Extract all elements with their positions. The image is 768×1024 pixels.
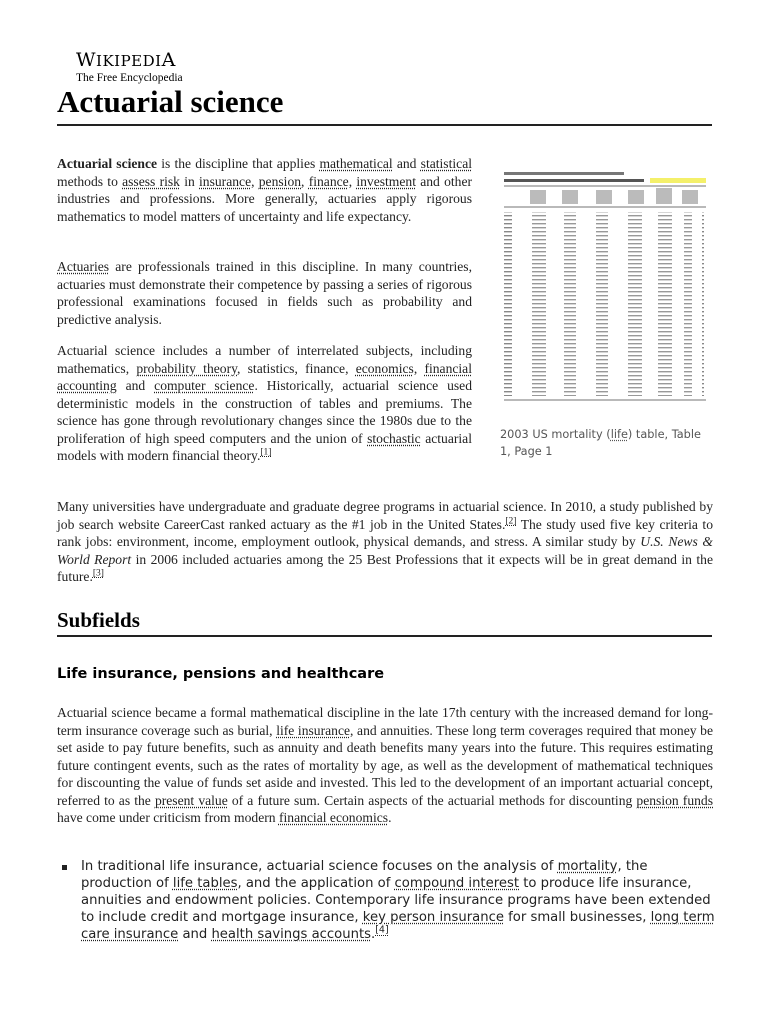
bullet-icon [62, 865, 67, 870]
intro-paragraph-3: Actuarial science includes a number of interrelated subjects, including mathematics, probability theory, statistics, finance, economics, financial accounting and computer science. Historically, actuarial science used deterministic models in the construction of tables and premiums. The science has gone through revolutionary changes since the 1980s due to the proliferation of high speed computers and the union of stochastic actuarial models with modern financial theory.[1] [57, 343, 472, 463]
reference-2[interactable]: [2] [505, 515, 517, 526]
reference-3[interactable]: [3] [92, 568, 104, 579]
mortality-table-figure [500, 170, 712, 460]
link-stochastic[interactable]: stochastic [367, 430, 421, 446]
link-finance[interactable]: finance [308, 173, 349, 189]
link-life[interactable]: life [610, 428, 628, 441]
life-insurance-paragraph: Actuarial science became a formal mathematical discipline in the late 17th century with the increased demand for long-term insurance coverage such as burial, life insurance, and annuities. These long term coverages required that money be set aside to pay future benefits, such as annuity and death benefits many years into the future. This requires estimating future contingent events, such as the rates of mortality by age, as well as the development of mathematical techniques for discounting the value of funds set aside and invested. This led to the development of an important actuarial concept, referred to as the present value of a future sum. Certain aspects of the actuarial methods for discounting pension funds have come under criticism from modern financial economics. [57, 705, 714, 825]
section-heading-subfields: Subfields [57, 608, 140, 632]
bold-term: Actuarial science [57, 156, 158, 171]
link-health-savings-accounts[interactable]: health savings accounts [211, 927, 372, 942]
logo-tagline: The Free Encyclopedia [76, 72, 183, 84]
link-insurance[interactable]: insurance [199, 173, 252, 189]
section-divider [57, 635, 712, 637]
subsection-heading-life-insurance: Life insurance, pensions and healthcare [57, 666, 385, 682]
link-economics[interactable]: economics [355, 360, 414, 376]
link-life-tables[interactable]: life tables [172, 876, 238, 891]
link-computer-science[interactable]: computer science [154, 378, 255, 393]
link-assess-risk[interactable]: assess risk [122, 173, 180, 189]
title-divider [57, 124, 712, 126]
link-mathematical[interactable]: mathematical [319, 156, 393, 171]
link-pension-funds[interactable]: pension funds [636, 792, 714, 808]
link-financial-accounting[interactable]: financial accounting [57, 360, 472, 393]
intro-paragraph-2: Actuaries are professionals trained in this discipline. In many countries, actuaries must demonstrate their competence by passing a series of rigorous professional examinations focused in fields such as probability and predictive analysis. [57, 259, 472, 327]
figure-caption: 2003 US mortality (life) table, Table 1, Page 1 [500, 428, 701, 458]
link-long-term-care-insurance[interactable]: long term care insurance [81, 910, 715, 942]
list-item: In traditional life insurance, actuarial science focuses on the analysis of mortality, the production of life tables, and the application of compound interest to produce life insurance, annuities and endowment policies. Contemporary life insurance programs have been extended to include credit and mortgage insurance, key person insurance for small businesses, long term care insurance and health savings accounts.[4] [57, 858, 717, 943]
reference-4[interactable]: [4] [375, 924, 389, 936]
link-probability-theory[interactable]: probability theory [136, 360, 238, 376]
link-financial-economics[interactable]: financial economics [278, 810, 389, 825]
publication-title: U.S. News & World Report [57, 534, 713, 567]
link-present-value[interactable]: present value [154, 792, 228, 808]
link-compound-interest[interactable]: compound interest [394, 876, 520, 891]
intro-paragraph-4: Many universities have undergraduate and graduate degree programs in actuarial science. In 2010, a study published by job search website CareerCast ranked actuary as the #1 job in the United States.[2] The study used five key criteria to rank jobs: environment, income, employment outlook, physical demands, and stress. A similar study by U.S. News & World Report in 2006 included actuaries among the 25 Best Professions that it expects will be in great demand in the future.[3] [57, 499, 714, 584]
link-investment[interactable]: investment [356, 173, 416, 189]
link-key-person-insurance[interactable]: key person insurance [362, 910, 504, 925]
page-title: Actuarial science [57, 84, 284, 119]
link-actuaries[interactable]: Actuaries [57, 259, 110, 274]
logo-wordmark: WIKIPEDIA [76, 49, 176, 71]
reference-1[interactable]: [1] [260, 447, 272, 458]
life-insurance-bullet-list [57, 858, 717, 943]
link-pension[interactable]: pension [258, 173, 302, 189]
intro-paragraph-1: Actuarial science is the discipline that applies mathematical and statistical methods to assess risk in insurance, pension, finance, investment and other industries and professions. More generally, actuaries apply rigorous mathematics to model matters of uncertainty and life expectancy. [57, 156, 473, 224]
mortality-table-image[interactable] [500, 170, 710, 410]
link-mortality[interactable]: mortality [557, 859, 618, 874]
link-statistical[interactable]: statistical [420, 156, 472, 171]
link-life-insurance[interactable]: life insurance [276, 722, 351, 738]
